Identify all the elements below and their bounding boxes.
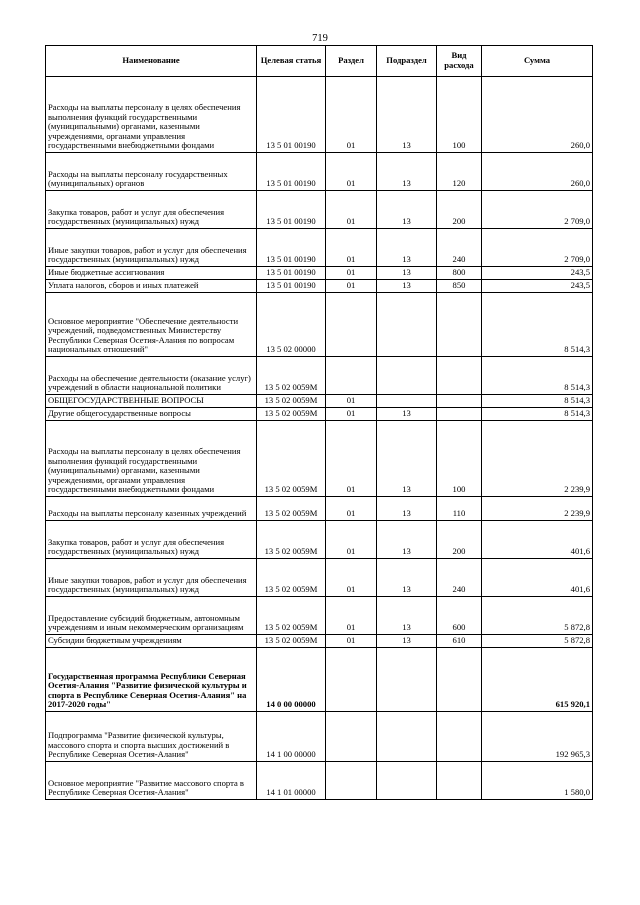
row-name: Закупка товаров, работ и услуг для обеспечения государственных (муниципальных) нужд [46, 521, 257, 559]
table-row [46, 293, 593, 357]
table-row [46, 521, 593, 559]
row-section: 01 [326, 559, 377, 597]
row-section: 01 [326, 408, 377, 421]
row-expense-type: 200 [437, 521, 482, 559]
row-section: 01 [326, 421, 377, 497]
row-subsection: 13 [377, 267, 437, 280]
row-subsection [377, 293, 437, 357]
row-name: Расходы на выплаты персоналу государственных (муниципальных) органов [46, 153, 257, 191]
row-section: 01 [326, 77, 377, 153]
row-subsection: 13 [377, 497, 437, 521]
page-number: 719 [312, 33, 328, 44]
row-target: 13 5 02 00000 [257, 293, 326, 357]
table-row [46, 635, 593, 648]
row-section: 01 [326, 635, 377, 648]
row-amount: 5 872,8 [482, 635, 593, 648]
row-expense-type: 850 [437, 280, 482, 293]
row-amount: 8 514,3 [482, 293, 593, 357]
row-name: Государственная программа Республики Северная Осетия-Алания "Развитие физической культуры и спорта в Республике Северная Осетия-Алания" на 2017-2020 годы" [46, 648, 257, 712]
table-row [46, 648, 593, 712]
row-target: 13 5 01 00190 [257, 267, 326, 280]
row-subsection: 13 [377, 408, 437, 421]
row-subsection [377, 762, 437, 800]
row-expense-type [437, 762, 482, 800]
row-amount: 2 709,0 [482, 229, 593, 267]
table-row [46, 229, 593, 267]
row-name: Субсидии бюджетным учреждениям [46, 635, 257, 648]
row-amount: 2 239,9 [482, 497, 593, 521]
row-amount: 401,6 [482, 559, 593, 597]
row-expense-type: 120 [437, 153, 482, 191]
row-target: 14 1 00 00000 [257, 712, 326, 762]
row-section: 01 [326, 597, 377, 635]
row-expense-type [437, 408, 482, 421]
row-amount: 243,5 [482, 280, 593, 293]
table-row [46, 408, 593, 421]
budget-table [45, 45, 593, 800]
row-expense-type: 240 [437, 229, 482, 267]
row-amount: 401,6 [482, 521, 593, 559]
row-section [326, 762, 377, 800]
row-amount: 260,0 [482, 77, 593, 153]
row-target: 13 5 01 00190 [257, 153, 326, 191]
row-amount: 243,5 [482, 267, 593, 280]
header-amount: Сумма [482, 46, 593, 77]
row-subsection: 13 [377, 153, 437, 191]
row-section: 01 [326, 191, 377, 229]
row-expense-type [437, 648, 482, 712]
row-target: 13 5 01 00190 [257, 191, 326, 229]
row-amount: 5 872,8 [482, 597, 593, 635]
row-target: 13 5 01 00190 [257, 280, 326, 293]
row-target: 13 5 02 0059М [257, 395, 326, 408]
row-name: Расходы на выплаты персоналу казенных учреждений [46, 497, 257, 521]
row-section: 01 [326, 153, 377, 191]
row-target: 13 5 02 0059М [257, 357, 326, 395]
row-expense-type: 240 [437, 559, 482, 597]
row-name: Иные закупки товаров, работ и услуг для обеспечения государственных (муниципальных) нужд [46, 229, 257, 267]
row-section: 01 [326, 267, 377, 280]
row-target: 13 5 02 0059М [257, 421, 326, 497]
row-subsection: 13 [377, 77, 437, 153]
table-row [46, 421, 593, 497]
table-row [46, 191, 593, 229]
row-expense-type [437, 357, 482, 395]
row-section: 01 [326, 497, 377, 521]
table-row [46, 357, 593, 395]
row-subsection: 13 [377, 191, 437, 229]
row-name: Расходы на выплаты персоналу в целях обеспечения выполнения функций государственными (муниципальными) органами, казенными учреждениями, органами управления государственными внебюджетными фондами [46, 421, 257, 497]
row-name: Другие общегосударственные вопросы [46, 408, 257, 421]
row-name: Расходы на выплаты персоналу в целях обеспечения выполнения функций государственными (муниципальными) органами, казенными учреждениями, органами управления государственными внебюджетными фондами [46, 77, 257, 153]
row-section: 01 [326, 280, 377, 293]
row-target: 13 5 02 0059М [257, 497, 326, 521]
table-row [46, 267, 593, 280]
row-amount: 260,0 [482, 153, 593, 191]
table-row [46, 559, 593, 597]
row-expense-type [437, 395, 482, 408]
row-subsection: 13 [377, 635, 437, 648]
row-target: 13 5 02 0059М [257, 559, 326, 597]
header-subsection: Подраздел [377, 46, 437, 77]
row-expense-type: 100 [437, 77, 482, 153]
row-section [326, 357, 377, 395]
row-expense-type: 110 [437, 497, 482, 521]
row-amount: 2 239,9 [482, 421, 593, 497]
row-section: 01 [326, 521, 377, 559]
table-row [46, 597, 593, 635]
row-subsection: 13 [377, 229, 437, 267]
row-subsection [377, 395, 437, 408]
row-amount: 8 514,3 [482, 408, 593, 421]
row-name: Подпрограмма "Развитие физической культуры, массового спорта и спорта высших достижений в Республике Северная Осетия-Алания" [46, 712, 257, 762]
row-target: 13 5 02 0059М [257, 597, 326, 635]
row-subsection: 13 [377, 521, 437, 559]
row-target: 13 5 02 0059М [257, 521, 326, 559]
row-target: 14 0 00 00000 [257, 648, 326, 712]
row-name: Предоставление субсидий бюджетным, автономным учреждениям и иным некоммерческим организациям [46, 597, 257, 635]
row-amount: 192 965,3 [482, 712, 593, 762]
row-section [326, 648, 377, 712]
row-target: 13 5 02 0059М [257, 635, 326, 648]
row-subsection: 13 [377, 280, 437, 293]
row-name: Основное мероприятие "Развитие массового спорта в Республике Северная Осетия-Алания" [46, 762, 257, 800]
row-expense-type: 100 [437, 421, 482, 497]
row-section: 01 [326, 229, 377, 267]
header-expense-type: Вид расхода [437, 46, 482, 77]
row-expense-type: 200 [437, 191, 482, 229]
row-target: 13 5 02 0059М [257, 408, 326, 421]
row-amount: 1 580,0 [482, 762, 593, 800]
row-name: Расходы на обеспечение деятельности (оказание услуг) учреждений в области национальной политики [46, 357, 257, 395]
header-name: Наименование [46, 46, 257, 77]
row-target: 14 1 01 00000 [257, 762, 326, 800]
row-amount: 8 514,3 [482, 395, 593, 408]
row-section [326, 712, 377, 762]
row-amount: 8 514,3 [482, 357, 593, 395]
row-name: Уплата налогов, сборов и иных платежей [46, 280, 257, 293]
row-name: ОБЩЕГОСУДАРСТВЕННЫЕ ВОПРОСЫ [46, 395, 257, 408]
row-amount: 615 920,1 [482, 648, 593, 712]
table-row [46, 280, 593, 293]
header-target: Целевая статья [257, 46, 326, 77]
row-expense-type: 800 [437, 267, 482, 280]
row-expense-type: 600 [437, 597, 482, 635]
row-subsection: 13 [377, 597, 437, 635]
table-row [46, 712, 593, 762]
row-subsection: 13 [377, 559, 437, 597]
row-subsection [377, 712, 437, 762]
row-expense-type [437, 293, 482, 357]
row-name: Иные закупки товаров, работ и услуг для обеспечения государственных (муниципальных) нужд [46, 559, 257, 597]
row-section [326, 293, 377, 357]
table-row [46, 153, 593, 191]
row-name: Иные бюджетные ассигнования [46, 267, 257, 280]
header-section: Раздел [326, 46, 377, 77]
row-target: 13 5 01 00190 [257, 77, 326, 153]
table-row [46, 497, 593, 521]
row-target: 13 5 01 00190 [257, 229, 326, 267]
row-subsection [377, 648, 437, 712]
table-body [46, 77, 593, 800]
row-name: Основное мероприятие "Обеспечение деятельности учреждений, подведомственных Министерству Республики Северная Осетия-Алания по вопросам национальных отношений" [46, 293, 257, 357]
row-subsection [377, 357, 437, 395]
row-amount: 2 709,0 [482, 191, 593, 229]
table-row [46, 762, 593, 800]
header-row [46, 46, 593, 77]
row-name: Закупка товаров, работ и услуг для обеспечения государственных (муниципальных) нужд [46, 191, 257, 229]
table-row [46, 77, 593, 153]
row-subsection: 13 [377, 421, 437, 497]
row-section: 01 [326, 395, 377, 408]
row-expense-type [437, 712, 482, 762]
row-expense-type: 610 [437, 635, 482, 648]
table-row [46, 395, 593, 408]
